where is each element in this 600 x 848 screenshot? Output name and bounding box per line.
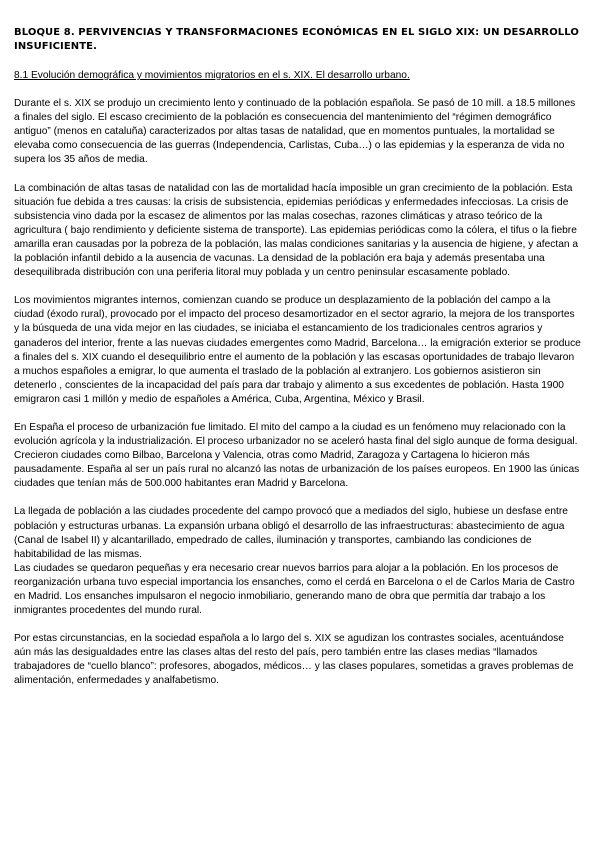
paragraph-urban-infrastructure: La llegada de población a las ciudades procedente del campo provocó que a mediados del siglo, hubiese un desfase entre población y estructuras urbanas. La expansión urbana obligó el desarrollo de las infraestructuras: abastecimiento de agua (Canal de Isabel II) y alcantarillado, empedrado de calles, iluminación y transportes, cambiando las condiciones de habitabilidad de las mismas. (14, 506, 568, 560)
paragraph-ensanches: Las ciudades se quedaron pequeñas y era necesario crear nuevos barrios para alojar a la población. En los procesos de reorganización urbana tuvo especial importancia los ensanches, como el cerdá en Barcelona o el de Carlos Maria de Castro en Madrid. Los ensanches impulsaron el negocio inmobiliario, generando mano de obra que permitía dar trabajo a los inmigrantes procedentes del mundo rural. (14, 562, 575, 617)
paragraph-mortality-causes: La combinación de altas tasas de natalidad con las de mortalidad hacía imposible un gran crecimiento de la población. Esta situación fue debida a tres causas: la crisis de subsistencia, epidemias periódicas y enfermedades infecciosas. La crisis de subsistencia vino dada por la escasez de alimentos por las malas cosechas, razones climáticas y atraso teórico de la agricultura ( bajo rendimiento y deficiente sistema de transporte). Las epidemias periódicas como la cólera, el tifus o la fiebre amarilla eran causadas por la pobreza de la población, las malas condiciones sanitarias y la ausencia de higiene, y afectan a la población infantil debido a la ausencia de vacunas. La densidad de la población era baja y además presentaba una desequilibrada distribución con una periferia litoral muy poblada y un centro peninsular escasamente poblado. (14, 182, 579, 279)
paragraph-urbanization: En España el proceso de urbanización fue limitado. El mito del campo a la ciudad es un fenómeno muy relacionado con la evolución agrícola y la industrialización. El proceso urbanizador no se aceleró hasta final del siglo aunque de forma desigual. Crecieron ciudades como Bilbao, Barcelona y Valencia, otras como Madrid, Zaragoza y Cartagena lo hicieron más pausadamente. España al ser un país rural no alcanzó las notas de urbanización de los países europeos. En 1900 las únicas ciudades que tenían más de 500.000 habitantes eran Madrid y Barcelona. (14, 421, 580, 490)
paragraph-social-contrasts: Por estas circunstancias, en la sociedad española a lo largo del s. XIX se agudizan los contrastes sociales, acentuándose aún más las desigualdades entre las clases altas del resto del país, pero también entre las clases medias “llamados trabajadores de “cuello blanco”: profesores, abogados, médicos… y las clases populares, sometidas a graves problemas de alimentación, enfermedades y analfabetismo. (14, 633, 574, 687)
section-subtitle: 8.1 Evolución demográfica y movimientos migratorios en el s. XIX. El desarrollo urbano. (14, 70, 410, 81)
paragraph-population-growth: Durante el s. XIX se produjo un crecimiento lento y continuado de la población española. Se pasó de 10 mill. a 18.5 millones a finales del siglo. El escaso crecimiento de la población es consecuencia del mantenimiento del “régimen demográfico antiguo” (menos en cataluña) caracterizados por altas tasas de natalidad, que en momentos puntuales, la mortalidad se elevaba como consecuencia de las guerras (Independencia, Carlistas, Cuba…) o las epidemias y la esperanza de vida no supera los 35 años de media. (14, 98, 576, 166)
paragraph-migrations: Los movimientos migrantes internos, comienzan cuando se produce un desplazamiento de la población del campo a la ciudad (éxodo rural), provocado por el impacto del proceso desamortizador en el sector agrario, la mejora de los transportes y la búsqueda de una vida mejor en las ciudades, se iniciaba el estancamiento de los tradicionales centros agrarios y ganaderos del interior, frente a las nuevas ciudades emergentes como Madrid, Barcelona… la emigración exterior se produce a finales del s. XIX cuando el desequilibrio entre el aumento de la población y las escasas oportunidades de trabajo llevaron a muchos españoles a emigrar, lo que aumenta el traslado de la población al extranjero. Los gobiernos asistieron sin detenerlo , conscientes de la incapacidad del país para dar trabajo y alimento a sus excedentes de población. Hasta 1900 emigraron casi 1 millón y medio de españoles a América, Cuba, Argentina, México y Brasil. (14, 295, 581, 405)
document-title: BLOQUE 8. PERVIVENCIAS Y TRANSFORMACIONES ECONÓMICAS EN EL SIGLO XIX: UN DESARROLLO INSUFICIENTE. (14, 27, 579, 52)
